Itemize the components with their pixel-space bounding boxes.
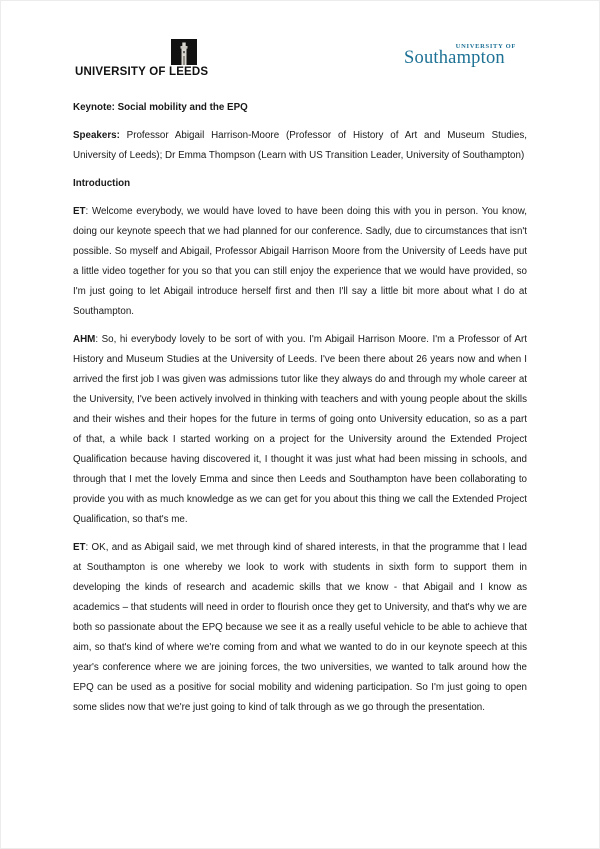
paragraph-text: : So, hi everybody lovely to be sort of with you. I'm Abigail Harrison Moore. I'm a Professor of Art History and Museum Studies at the University of Leeds. I've been there about 26 years now and when I arrived the first job I was given was admissions tutor like they always do and through my whole career at the University, I've been actively involved in thinking with teachers and with young people about the skills and their wishes and their hopes for the future in terms of going onto University education, so as a part of that, a while back I started working on a project for the University around the Extended Project Qualification because having discovered it, I thought it was just what had been missing in schools, and through that I met the lovely Emma and since then Leeds and Southampton have been collaborating to provide you with as much knowledge as we can get for you about this thing we call the Extended Project Qualification, so that's me. (73, 334, 527, 525)
leeds-tower-icon (171, 39, 197, 65)
leeds-wordmark: UNIVERSITY OF LEEDS (75, 66, 209, 78)
document-body (73, 98, 527, 726)
introduction-heading: Introduction (73, 178, 131, 189)
speakers-text: Professor Abigail Harrison-Moore (Professor of History of Art and Museum Studies, University of Leeds); Dr Emma Thompson (Learn with US Transition Leader, University of Southampton) (73, 130, 527, 161)
speaker-label-et: ET (73, 542, 86, 553)
speakers-label: Speakers: (73, 130, 120, 141)
paragraph-text: : Welcome everybody, we would have loved to have been doing this with you in person. You know, doing our keynote speech that we had planned for our conference. Sadly, due to circumstances that isn't possible. So myself and Abigail, Professor Abigail Harrison Moore from the University of Leeds have put a little video together for you so that you can still enjoy the experience that we would have provided, so I'm just going to let Abigail introduce herself first and then I'll say a little bit more about what I do at Southampton. (73, 206, 527, 317)
speaker-label-ahm: AHM (73, 334, 96, 345)
speakers-paragraph (73, 126, 527, 166)
university-of-southampton-logo (404, 43, 526, 73)
transcript-paragraph-et-1 (73, 202, 527, 322)
transcript-paragraph-ahm (73, 330, 527, 530)
paragraph-text: : OK, and as Abigail said, we met through kind of shared interests, in that the programme that I lead at Southampton is one whereby we look to work with students in sixth form to support them in developing the kinds of research and academic skills that we know - that Abigail and I know as academics – that students will need in order to flourish once they get to University, and that's why we are both so passionate about the EPQ because we see it as a really useful vehicle to be able to achieve that aim, so that's kind of where we're coming from and what we wanted to do in our keynote speech at this year's conference where we are joining forces, the two universities, we wanted to talk around how the EPQ can be used as a positive for social mobility and widening participation. So I'm just going to open some slides now that we're just going to kind of talk through as we go through the presentation. (73, 542, 527, 713)
university-of-leeds-logo (75, 39, 209, 78)
transcript-paragraph-et-2 (73, 538, 527, 718)
speaker-label-et: ET (73, 206, 86, 217)
southampton-university-of-text: UNIVERSITY OF (455, 43, 516, 50)
document-title: Keynote: Social mobility and the EPQ (73, 102, 248, 113)
southampton-wordmark: Southampton (404, 48, 505, 68)
